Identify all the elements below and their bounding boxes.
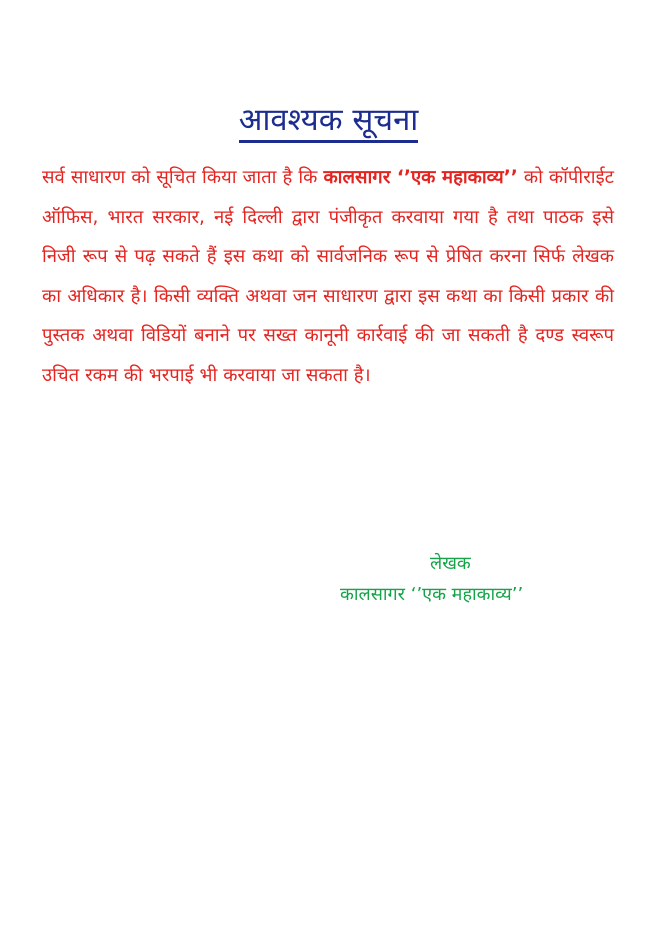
page-title bbox=[0, 98, 657, 142]
signature-name: कालसागर ‘’एक महाकाव्य’’ bbox=[340, 584, 524, 605]
notice-body bbox=[42, 158, 614, 395]
work-name: कालसागर ‘’एक महाकाव्य’’ bbox=[323, 167, 518, 188]
notice-body-intro: सर्व साधारण को सूचित किया जाता है कि bbox=[42, 167, 324, 188]
signature-block bbox=[320, 548, 620, 610]
notice-body-rest: को कॉपीराईट ऑफिस, भारत सरकार, नई दिल्ली द्वारा पंजीकृत करवाया गया है तथा पाठक इसे निजी रूप से पढ़ सकते हैं इस कथा को सार्वजनिक रूप से प्रेषित करना सिर्फ लेखक का अधिकार है। किसी व्यक्ति अथवा जन साधारण द्वारा इस कथा का किसी प्रकार की पुस्तक अथवा विडियों बनाने पर सख्त कानूनी कार्रवाई की जा सकती है दण्ड स्वरूप उचित रकम की भरपाई भी करवाया जा सकता है। bbox=[42, 167, 614, 386]
title-text: आवश्यक सूचना bbox=[239, 102, 419, 143]
signature-role: लेखक bbox=[430, 553, 471, 574]
